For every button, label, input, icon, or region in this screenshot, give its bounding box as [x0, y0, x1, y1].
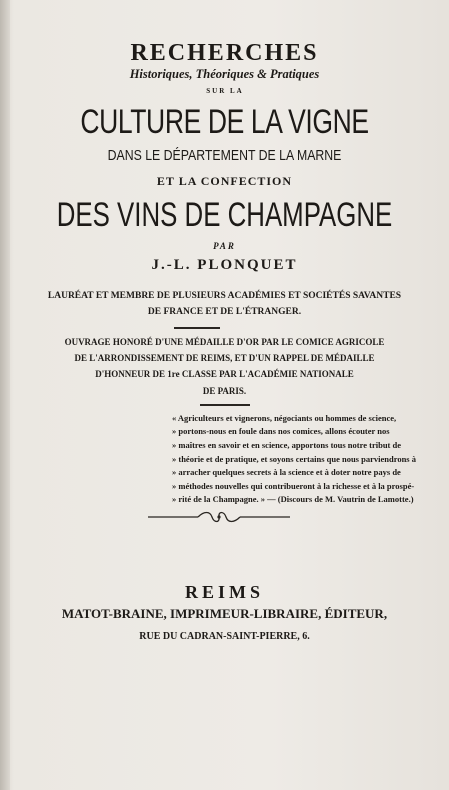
imprint-publisher: MATOT-BRAINE, IMPRIMEUR-LIBRAIRE, ÉDITEUR, [61, 606, 388, 621]
author-credentials-2: DE FRANCE ET DE L'ÉTRANGER. [147, 307, 302, 317]
divider-rule [174, 327, 220, 329]
author-credentials-1: LAURÉAT ET MEMBRE DE PLUSIEURS ACADÉMIES ET SOCIÉTÉS SAVANTES [47, 291, 402, 301]
author-name: J.-L. PLONQUET [151, 257, 298, 273]
subtitle-historiques: Historiques, Théoriques & Pratiques [129, 67, 320, 81]
title-vins-champagne: DES VINS DE CHAMPAGNE [56, 196, 393, 234]
title-culture-vigne: CULTURE DE LA VIGNE [80, 103, 369, 141]
epigraph-line: » théorie et de pratique, et soyons certains que nous parviendrons à [172, 454, 416, 464]
title-recherches: RECHERCHES [130, 40, 319, 66]
honors-line-3: D'HONNEUR DE 1re CLASSE PAR L'ACADÉMIE NATIONALE [95, 369, 354, 379]
connector-par: PAR [213, 241, 236, 251]
connector-sur-la: SUR LA [206, 87, 244, 95]
subtitle-departement: DANS LE DÉPARTEMENT DE LA MARNE [107, 147, 342, 164]
imprint-address: RUE DU CADRAN-SAINT-PIERRE, 6. [139, 631, 310, 642]
imprint-city: REIMS [184, 582, 264, 602]
honors-line-2: DE L'ARRONDISSEMENT DE REIMS, ET D'UN RAPPEL DE MÉDAILLE [74, 353, 375, 363]
honors-line-4: DE PARIS. [202, 386, 247, 396]
epigraph-line: » méthodes nouvelles qui contribueront à la richesse et à la prospé- [172, 481, 415, 491]
connector-confection: ET LA CONFECTION [156, 174, 293, 188]
honors-line-1: OUVRAGE HONORÉ D'UNE MÉDAILLE D'OR PAR LE COMICE AGRICOLE [64, 337, 385, 347]
divider-rule [200, 404, 250, 406]
epigraph-line: » portons-nous en foule dans nos comices, allons écouter nos [172, 426, 390, 436]
epigraph-line: » arracher quelques secrets à la science et à doter notre pays de [172, 467, 401, 477]
ornamental-flourish-icon [146, 508, 292, 526]
epigraph-line: « Agriculteurs et vignerons, négociants ou hommes de science, [172, 413, 397, 423]
epigraph-line: » rité de la Champagne. » — (Discours de M. Vautrin de Lamotte.) [172, 494, 414, 504]
epigraph-line: » maîtres en savoir et en science, apportons tous notre tribut de [172, 440, 402, 450]
